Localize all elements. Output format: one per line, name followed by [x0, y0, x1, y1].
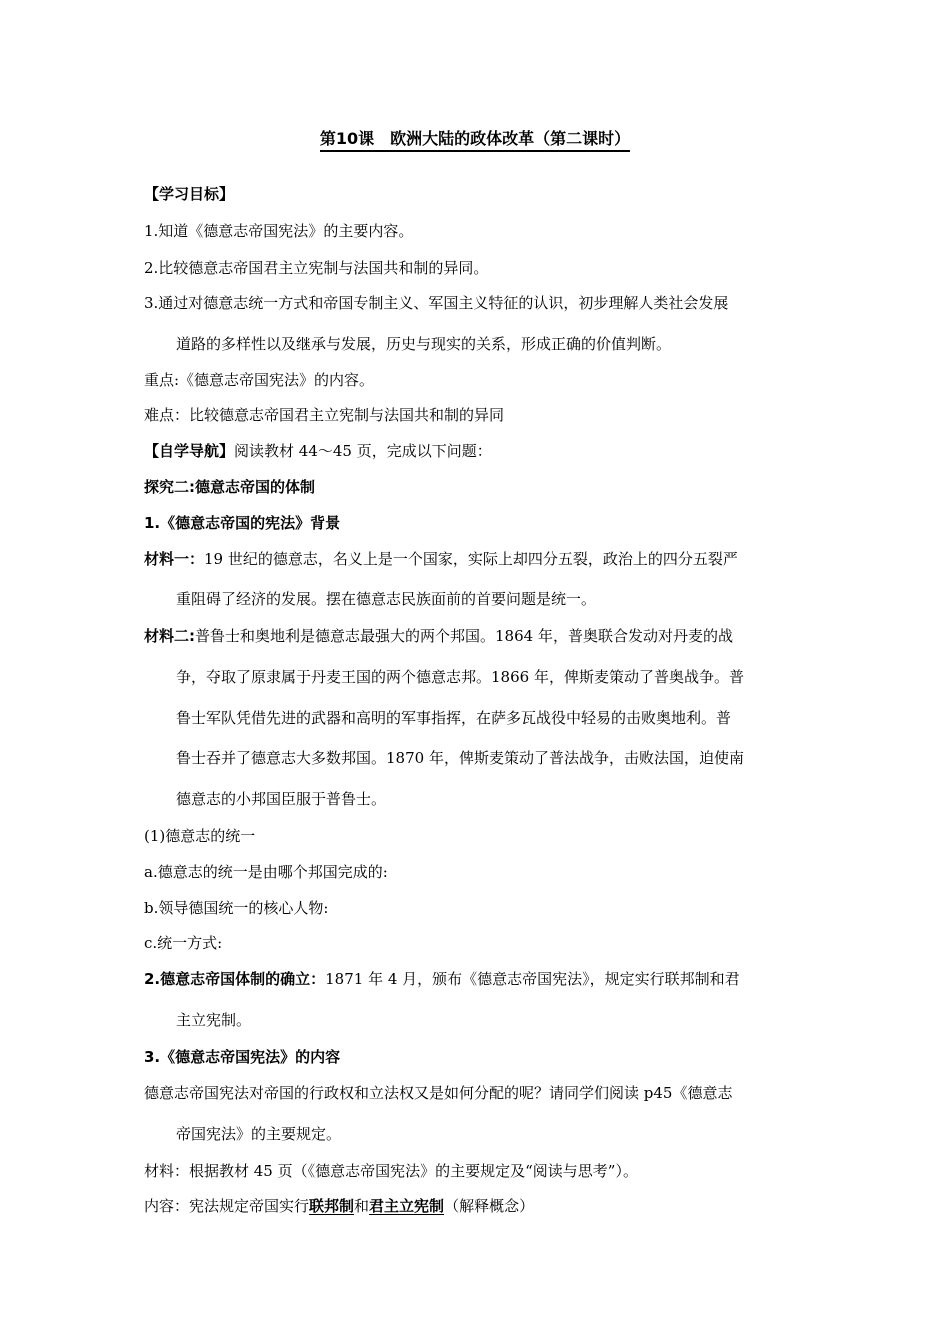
material-two-continued: 争，夺取了原隶属于丹麦王国的两个德意志邦。1866 年，俾斯麦策动了普奥战争。普 [176, 668, 744, 686]
establishment-label: 2.德意志帝国体制的确立： [144, 970, 326, 988]
self-study-guide [144, 441, 492, 461]
term-federalism: 联邦制 [309, 1197, 355, 1215]
question-item: c.统一方式: [144, 934, 223, 952]
objective-item: 3.通过对德意志统一方式和帝国专制主义、军国主义特征的认识，初步理解人类社会发展 [144, 294, 729, 312]
establishment-paragraph [144, 969, 740, 989]
guide-text: 阅读教材 44～45 页，完成以下问题： [234, 442, 492, 460]
subsection-heading: 3.《德意志帝国宪法》的内容 [144, 1048, 341, 1066]
content-and: 和 [354, 1197, 370, 1215]
difficulty-point: 难点：比较德意志帝国君主立宪制与法国共和制的异同 [144, 406, 505, 424]
material-two-text: 普鲁士和奥地利是德意志最强大的两个邦国。1864 年，普奥联合发动对丹麦的战 [195, 627, 733, 645]
establishment-text: 1871 年 4 月，颁布《德意志帝国宪法》，规定实行联邦制和君 [325, 970, 740, 988]
question-item: a.德意志的统一是由哪个邦国完成的: [144, 863, 388, 881]
objective-item: 1.知道《德意志帝国宪法》的主要内容。 [144, 222, 414, 240]
objective-item: 2.比较德意志帝国君主立宪制与法国共和制的异同。 [144, 259, 489, 277]
question-item: b.领导德国统一的核心人物: [144, 899, 329, 917]
objectives-heading: 【学习目标】 [144, 185, 235, 203]
material-one [144, 549, 738, 569]
material-two-label: 材料二: [144, 627, 195, 645]
material-two [144, 626, 733, 646]
material-two-continued: 鲁士吞并了德意志大多数邦国。1870 年，俾斯麦策动了普法战争，击败法国，迫使南 [176, 749, 744, 767]
guide-label: 【自学导航】 [144, 442, 235, 460]
establishment-continued: 主立宪制。 [176, 1011, 252, 1029]
material-two-continued: 鲁士军队凭借先进的武器和高明的军事指挥，在萨多瓦战役中轻易的击败奥地利。普 [176, 709, 732, 727]
question-paragraph-continued: 帝国宪法》的主要规定。 [176, 1125, 342, 1143]
material-one-label: 材料一： [144, 550, 205, 568]
material-one-continued: 重阻碍了经济的发展。摆在德意志民族面前的首要问题是统一。 [176, 590, 597, 608]
term-constitutional-monarchy: 君主立宪制 [369, 1197, 445, 1215]
question-paragraph: 德意志帝国宪法对帝国的行政权和立法权又是如何分配的呢？请同学们阅读 p45《德意志 [144, 1084, 733, 1102]
section-heading: 探究二:德意志帝国的体制 [144, 478, 315, 496]
material-two-continued: 德意志的小邦国臣服于普鲁士。 [176, 790, 387, 808]
key-point: 重点:《德意志帝国宪法》的内容。 [144, 371, 375, 389]
material-note: 材料：根据教材 45 页（《德意志帝国宪法》的主要规定及“阅读与思考”）。 [144, 1162, 638, 1180]
content-line [144, 1196, 534, 1216]
unification-heading: (1)德意志的统一 [144, 827, 256, 845]
objective-item-continued: 道路的多样性以及继承与发展，历史与现实的关系，形成正确的价值判断。 [176, 335, 672, 353]
subsection-heading: 1.《德意志帝国的宪法》背景 [144, 514, 341, 532]
content-suffix: （解释概念） [444, 1197, 535, 1215]
content-prefix: 内容：宪法规定帝国实行 [144, 1197, 310, 1215]
page-title: 第10课 欧洲大陆的政体改革（第二课时） [0, 126, 950, 149]
material-one-text: 19 世纪的德意志，名义上是一个国家，实际上却四分五裂，政治上的四分五裂严 [204, 550, 738, 568]
